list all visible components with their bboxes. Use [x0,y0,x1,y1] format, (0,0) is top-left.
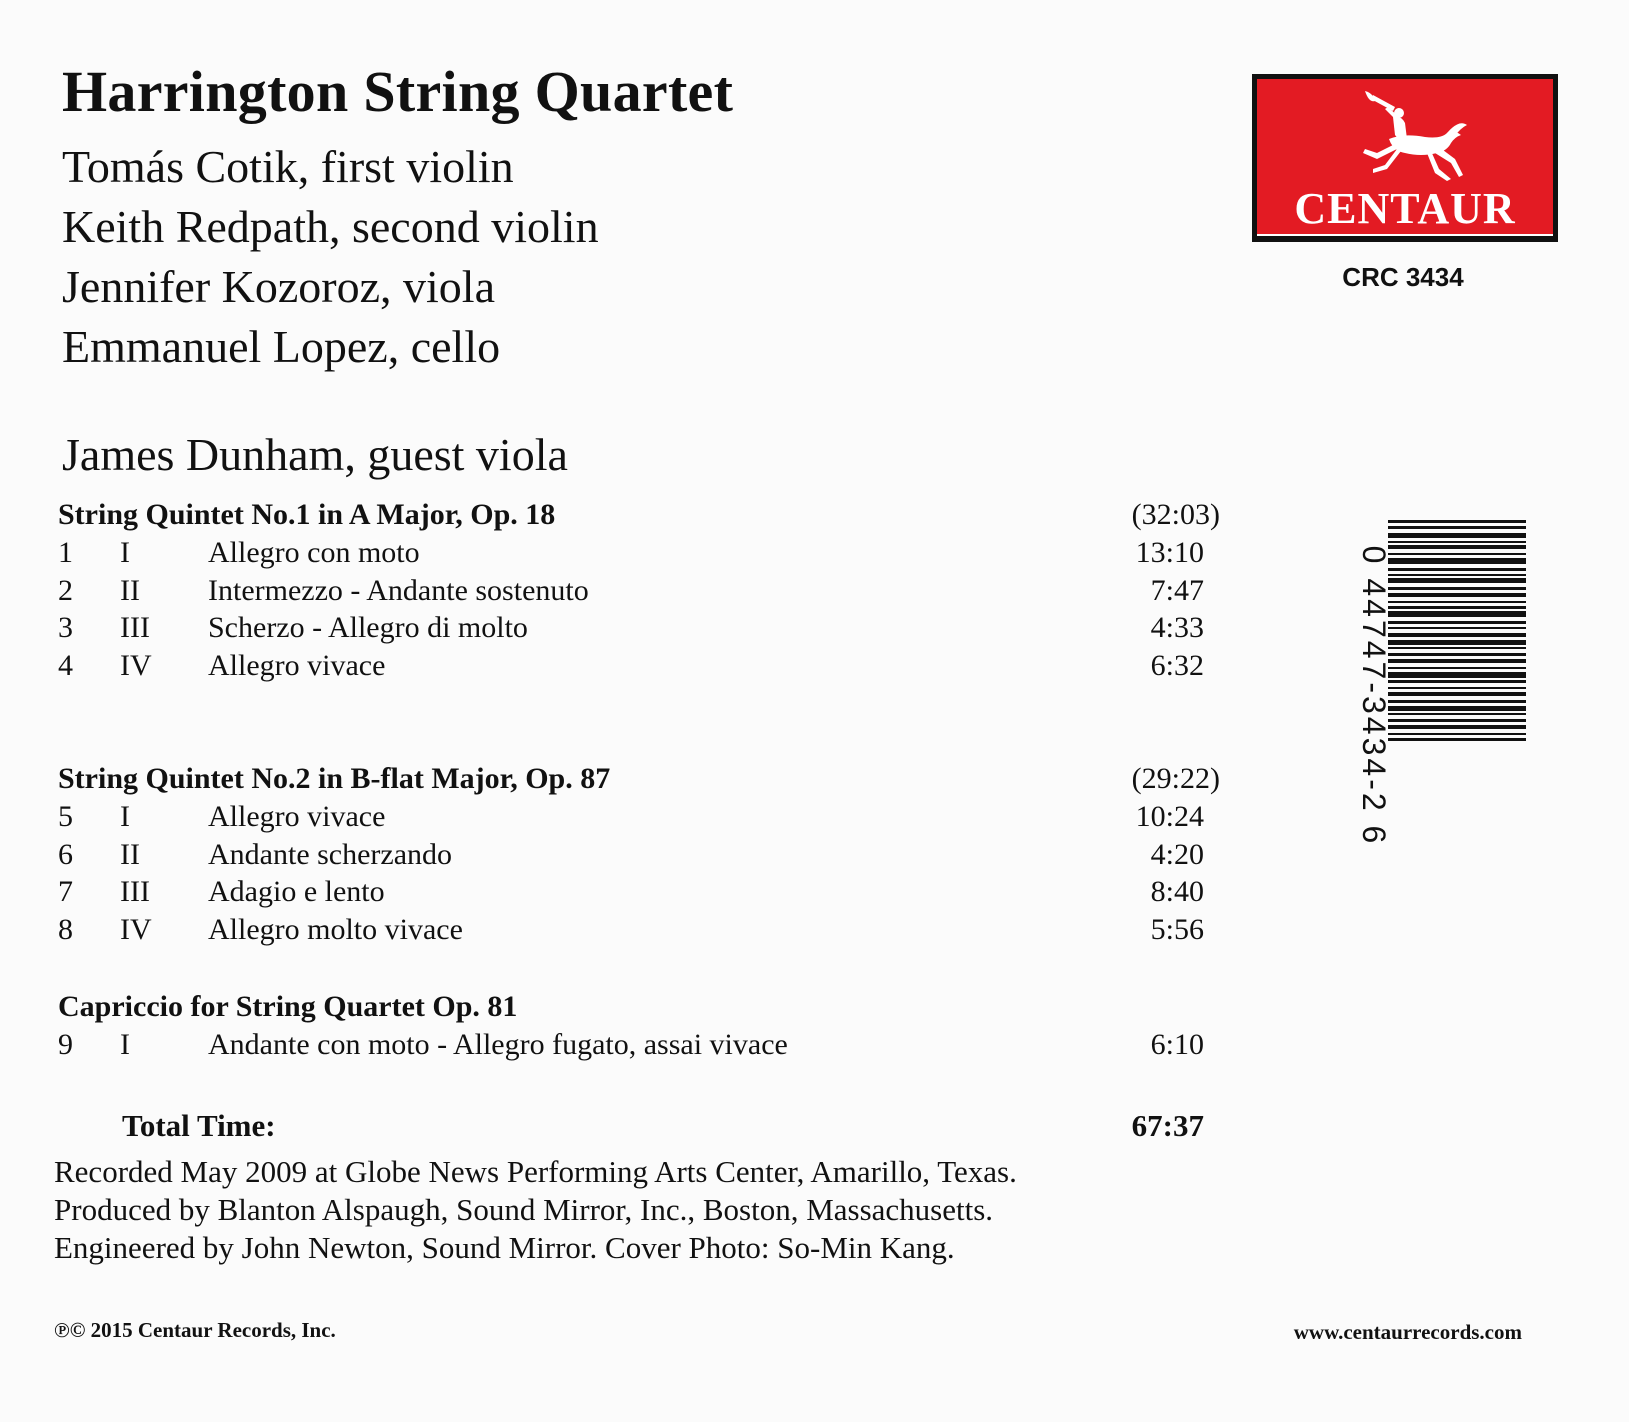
barcode-bar [1388,719,1526,722]
movement-number: II [120,837,140,871]
barcode-bar [1388,574,1526,576]
ensemble-title: Harrington String Quartet [62,59,734,124]
barcode-bar [1388,680,1526,683]
movement-title: Allegro vivace [208,648,386,682]
barcode-bar [1388,533,1526,538]
musician-first-violin: Tomás Cotik, first violin [62,141,514,192]
barcode-bar [1388,587,1526,590]
musician-second-violin: Keith Redpath, second violin [62,201,599,252]
barcode-bar [1388,606,1526,609]
movement-number: III [120,611,150,644]
work-duration: (29:22) [1131,762,1220,795]
track-duration: 7:47 [1150,573,1204,607]
work-title: String Quintet No.1 in A Major, Op. 18 [58,498,556,531]
track-number: 6 [58,837,73,871]
movement-number: II [120,573,140,607]
track-duration: 8:40 [1150,875,1204,908]
barcode-bar [1388,621,1526,624]
barcode-bar [1388,558,1526,564]
track-number: 3 [58,611,73,644]
barcode-bar [1388,568,1526,571]
track-duration: 10:24 [1135,800,1204,833]
recording-credit: Recorded May 2009 at Globe News Performing Arts Center, Amarillo, Texas. [54,1154,1017,1189]
barcode-bar [1388,667,1526,669]
barcode-bar [1388,738,1526,741]
centaur-logo [1252,74,1558,242]
track-number: 9 [58,1028,73,1061]
work-title: Capriccio for String Quartet Op. 81 [58,990,518,1023]
guest-musician: James Dunham, guest viola [62,429,568,480]
track-duration: 4:33 [1150,611,1204,644]
movement-number: I [120,800,130,833]
track-number: 2 [58,573,73,607]
movement-title: Allegro con moto [208,536,420,569]
barcode-digits: 0 44747-3434-2 6 [1356,545,1392,847]
movement-number: I [120,536,130,569]
musician-cello: Emmanuel Lopez, cello [62,321,501,372]
barcode-bar [1388,653,1526,656]
track-number: 8 [58,912,73,946]
barcode-bar [1388,593,1526,597]
barcode-bars [1388,520,1526,870]
engineer-credit: Engineered by John Newton, Sound Mirror. Cover Photo: So-Min Kang. [54,1230,955,1265]
barcode-bar [1388,659,1526,663]
barcode-bar [1388,692,1526,696]
track-duration: 5:56 [1150,912,1204,946]
track-duration: 6:32 [1150,648,1204,682]
barcode-bar [1388,687,1526,689]
track-duration: 6:10 [1150,1028,1204,1061]
logo-red-panel [1257,79,1553,236]
barcode-bar [1388,706,1526,711]
logo-wordmark: CENTAUR [1294,184,1516,233]
producer-credit: Produced by Blanton Alspaugh, Sound Mirror, Inc., Boston, Massachusetts. [54,1192,994,1227]
barcode-bar [1388,672,1526,678]
barcode-bar [1388,640,1526,645]
total-time-label: Total Time: [122,1108,276,1143]
barcode-bar [1388,647,1526,649]
movement-title: Intermezzo - Andante sostenuto [208,573,589,607]
movement-number: III [120,875,150,908]
track-number: 1 [58,536,73,569]
barcode-bar [1388,725,1526,729]
movement-number: IV [120,648,152,682]
movement-title: Scherzo - Allegro di molto [208,611,528,644]
barcode-bar [1388,627,1526,629]
movement-title: Andante scherzando [208,837,453,871]
movement-title: Adagio e lento [208,875,385,908]
barcode-bar [1388,526,1526,529]
track-duration: 13:10 [1135,536,1204,569]
barcode-bar [1388,545,1526,549]
barcode-bar [1388,733,1526,735]
barcode-bar [1388,601,1526,603]
centaur-archer-icon [1343,89,1469,187]
barcode-bar [1388,553,1526,555]
track-number: 7 [58,875,73,908]
track-duration: 4:20 [1150,837,1204,871]
website-link[interactable]: www.centaurrecords.com [1293,1320,1522,1344]
work-duration: (32:03) [1131,498,1220,531]
total-time-value: 67:37 [1131,1108,1204,1143]
barcode-bar [1388,520,1526,523]
movement-title: Allegro vivace [208,800,386,833]
movement-title: Allegro molto vivace [208,912,463,946]
barcode-bar [1388,633,1526,637]
barcode [1352,488,1532,912]
movement-number: IV [120,912,152,946]
barcode-bar [1388,541,1526,543]
musician-viola: Jennifer Kozoroz, viola [62,261,496,312]
barcode-bar [1388,713,1526,715]
barcode-bar [1388,611,1526,617]
barcode-bar [1388,578,1526,583]
copyright-notice: ℗© 2015 Centaur Records, Inc. [54,1318,336,1342]
track-number: 5 [58,800,73,833]
track-number: 4 [58,648,73,682]
work-title: String Quintet No.2 in B-flat Major, Op. 87 [58,762,611,795]
movement-title: Andante con moto - Allegro fugato, assai vivace [208,1028,788,1061]
catalog-number: CRC 3434 [1342,262,1464,292]
barcode-bar [1388,700,1526,703]
movement-number: I [120,1028,130,1061]
